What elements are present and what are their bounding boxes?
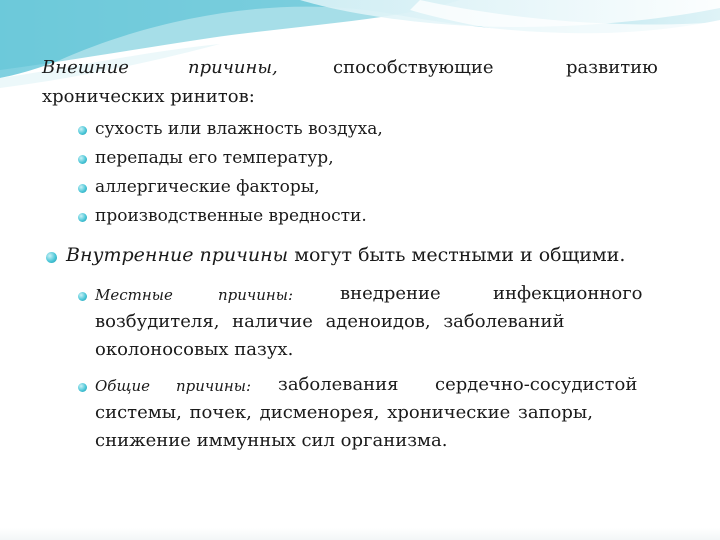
main-bullet-rest: могут быть местными и общими. bbox=[288, 244, 626, 266]
local-causes-word-2: инфекционного bbox=[493, 283, 643, 304]
list-item: производственные вредности. bbox=[95, 206, 367, 226]
intro-line-2: хронических ринитов: bbox=[42, 86, 255, 107]
bullet-icon bbox=[78, 155, 87, 164]
local-causes-line-3: околоносовых пазух. bbox=[95, 339, 294, 360]
bottom-shadow-strip bbox=[0, 528, 720, 540]
local-causes-line-2: возбудителя, наличие аденоидов, заболеваний bbox=[95, 311, 565, 332]
local-causes-word-1: внедрение bbox=[340, 283, 441, 304]
bullet-icon bbox=[46, 252, 57, 263]
bullet-icon bbox=[78, 292, 87, 301]
main-bullet-italic: Внутренние причины bbox=[66, 244, 289, 266]
general-causes-line-3: снижение иммунных сил организма. bbox=[95, 430, 448, 451]
local-causes-label-1: Местные bbox=[95, 286, 173, 304]
general-causes-word-1: заболевания bbox=[278, 374, 399, 395]
main-bullet-text bbox=[66, 244, 625, 266]
list-item: аллергические факторы, bbox=[95, 177, 320, 197]
intro-word-3: способствующие bbox=[333, 57, 494, 78]
intro-word-4: развитию bbox=[566, 57, 658, 78]
bullet-icon bbox=[78, 126, 87, 135]
bullet-icon bbox=[78, 184, 87, 193]
general-causes-line-2: системы, почек, дисменорея, хронические запоры, bbox=[95, 402, 593, 423]
general-causes-label-1: Общие bbox=[95, 377, 151, 395]
bullet-icon bbox=[78, 383, 87, 392]
general-causes-label-2: причины: bbox=[176, 377, 252, 395]
intro-word-1: Внешние bbox=[42, 57, 129, 78]
bullet-icon bbox=[78, 213, 87, 222]
general-causes-word-2: сердечно-сосудистой bbox=[435, 374, 638, 395]
intro-word-2: причины, bbox=[188, 57, 278, 78]
list-item: сухость или влажность воздуха, bbox=[95, 119, 383, 139]
list-item: перепады его температур, bbox=[95, 148, 334, 168]
local-causes-label-2: причины: bbox=[218, 286, 294, 304]
